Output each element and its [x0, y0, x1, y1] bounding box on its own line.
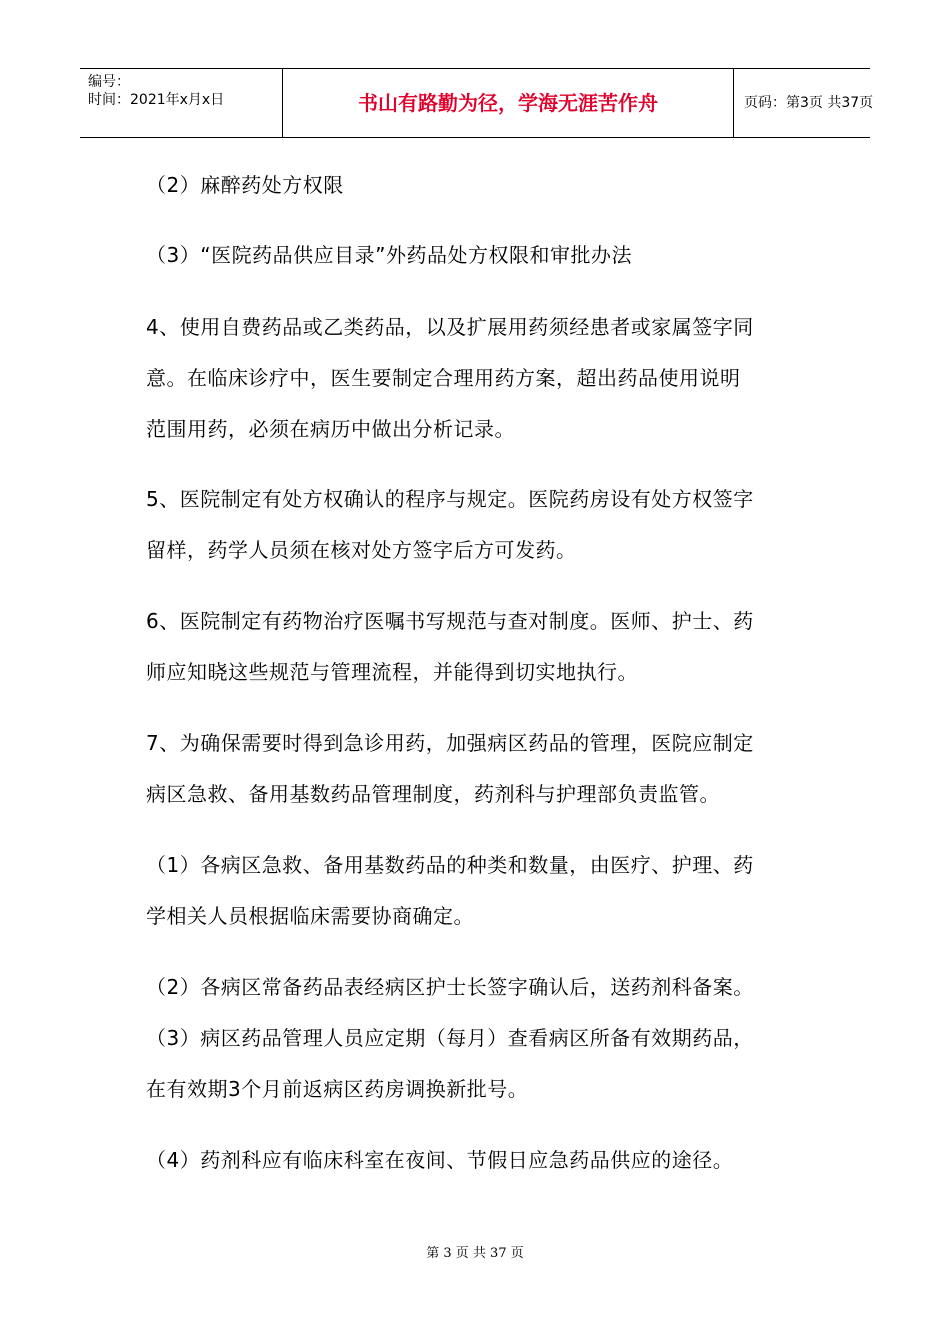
- body-line: （3）“医院药品供应目录”外药品处方权限和审批办法: [146, 243, 632, 267]
- header-page-info: 页码：第3页 共37页: [744, 95, 874, 111]
- header-motto: 书山有路勤为径，学海无涯苦作舟: [358, 91, 658, 115]
- body-line: （3）病区药品管理人员应定期（每月）查看病区所备有效期药品，: [146, 1026, 754, 1050]
- body-line: （1）各病区急救、备用基数药品的种类和数量，由医疗、护理、药: [146, 853, 754, 877]
- body-line: 留样，药学人员须在核对处方签字后方可发药。: [146, 538, 577, 562]
- header-meta-cell: [80, 69, 282, 137]
- body-line: 在有效期3个月前返病区药房调换新批号。: [146, 1077, 529, 1101]
- header-page-cell: [734, 69, 874, 137]
- page-footer: 第 3 页 共 37 页: [426, 1246, 524, 1261]
- document-date: 时间：2021年x月x日: [88, 92, 225, 108]
- body-line: （2）各病区常备药品表经病区护士长签字确认后，送药剂科备案。: [146, 975, 754, 999]
- header-motto-cell: [282, 69, 734, 137]
- body-line: 4、使用自费药品或乙类药品，以及扩展用药须经患者或家属签字同: [146, 315, 754, 339]
- body-line: 意。在临床诊疗中，医生要制定合理用药方案，超出药品使用说明: [146, 366, 741, 390]
- body-line: （4）药剂科应有临床科室在夜间、节假日应急药品供应的途径。: [146, 1148, 734, 1172]
- body-line: （2）麻醉药处方权限: [146, 173, 344, 197]
- document-number-label: 编号：: [88, 74, 130, 90]
- body-line: 6、医院制定有药物治疗医嘱书写规范与查对制度。医师、护士、药: [146, 609, 754, 633]
- body-line: 5、医院制定有处方权确认的程序与规定。医院药房设有处方权签字: [146, 487, 754, 511]
- body-line: 病区急救、备用基数药品管理制度，药剂科与护理部负责监管。: [146, 782, 720, 806]
- body-line: 范围用药，必须在病历中做出分析记录。: [146, 417, 515, 441]
- body-line: 学相关人员根据临床需要协商确定。: [146, 904, 474, 928]
- body-line: 7、为确保需要时得到急诊用药，加强病区药品的管理，医院应制定: [146, 731, 754, 755]
- body-line: 师应知晓这些规范与管理流程，并能得到切实地执行。: [146, 660, 638, 684]
- page-header: [80, 68, 874, 138]
